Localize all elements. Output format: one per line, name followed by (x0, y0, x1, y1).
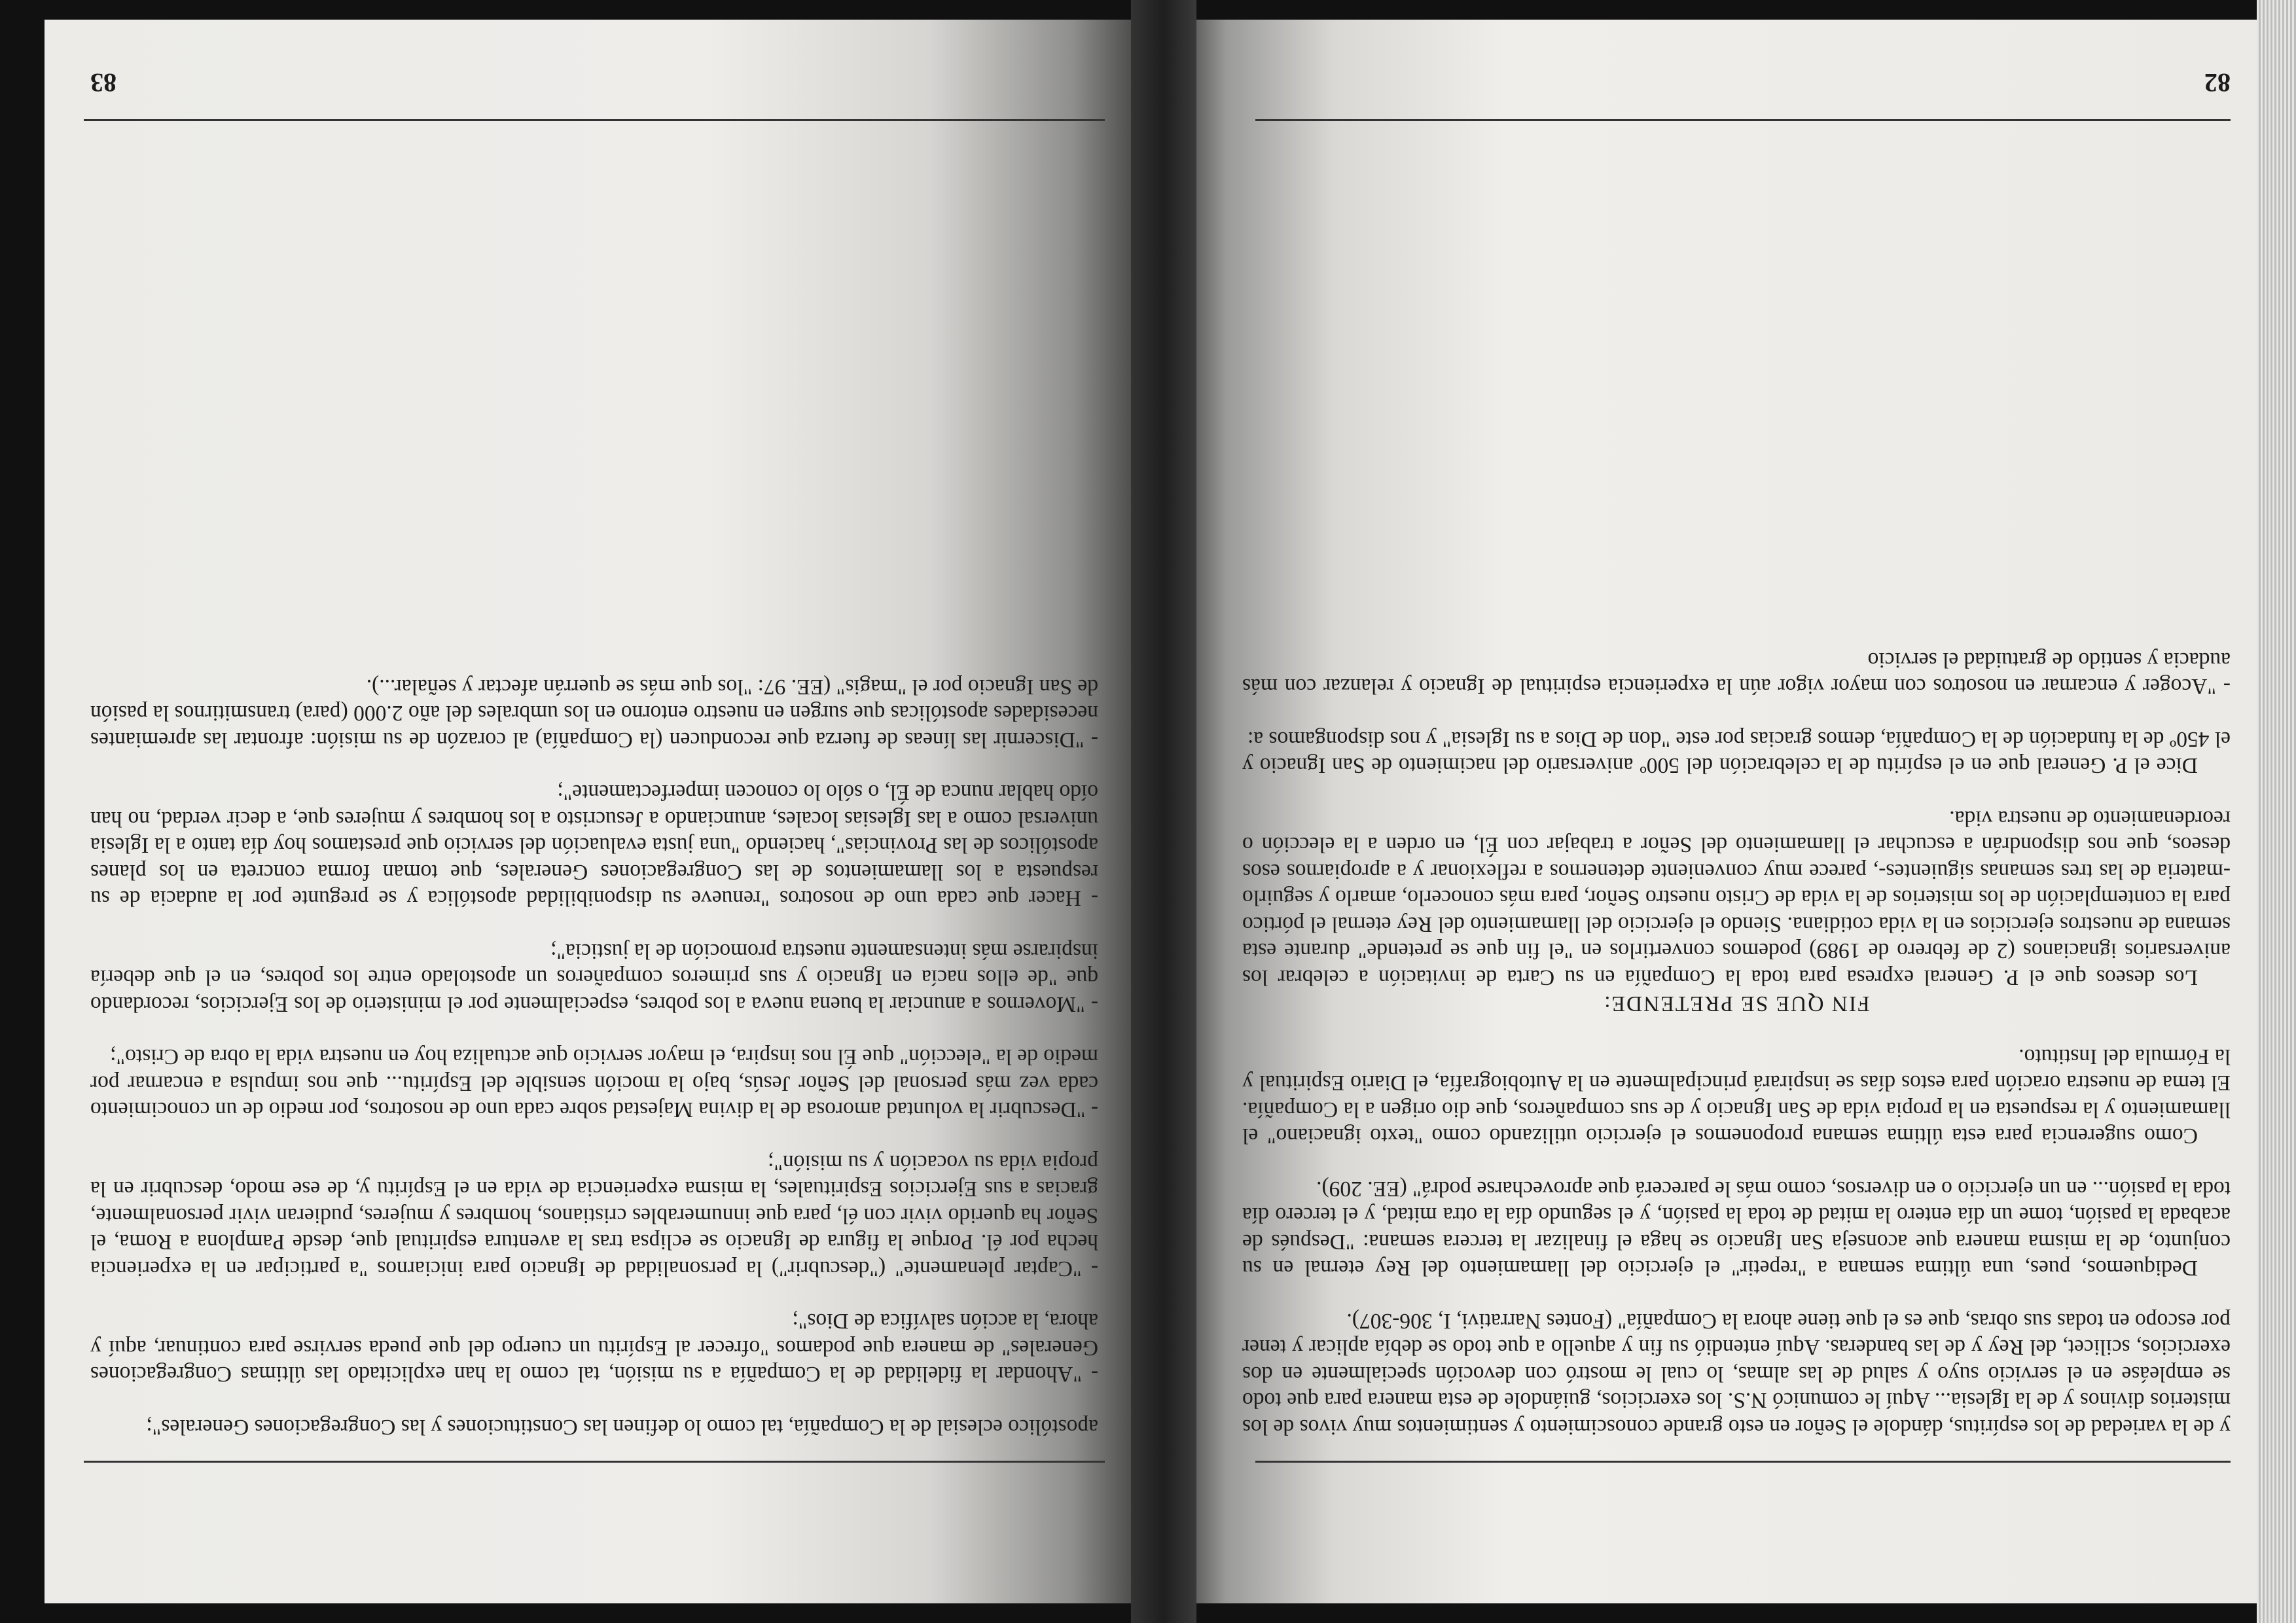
paragraph: Dice el P. General que en el espíritu de la celebración del 500º aniversario del nacimiento de San Ignacio y el 450º de la fundación de la Compañía, demos gracias por este "don de Dios a su Iglesia" y nos dispongamos a: (1242, 727, 2231, 778)
book-gutter (1131, 0, 1196, 1623)
page-number: 83 (90, 68, 117, 98)
list-item: - "Movernos a anunciar la buena nueva a los pobres, especialmente por el ministerio de los Ejercicios, recordando que "de ellos nacía en Ignacio y sus primeros compañeros un apostolado entre los pobres, en el que debería inspirarse más intensamente nuestra promoción de la justicia"; (90, 939, 1098, 1016)
footer-rule (1255, 119, 2231, 121)
header-rule (1255, 1461, 2231, 1463)
list-item: - "Descubrir la voluntad amorosa de la divina Majestad sobre cada uno de nosotros, por medio de un conocimiento cada vez más personal del Señor Jesús, bajo la moción sensible del Espíritu... que nos impulsa a encarnar por medio de la "elección" que Él nos inspira, el mayor servicio que actualiza hoy en nuestra vida la obra de Cristo"; (90, 1044, 1098, 1122)
page-83-body (90, 673, 1098, 1440)
page-82 (1183, 20, 2257, 1603)
page-edges (2257, 0, 2296, 1623)
paragraph: Dediquemos, pues, una última semana a "repetir" el ejercicio del llamamiento del Rey eternal en su conjunto, de la misma manera que aconseja San Ignacio se haga el finalizar la tercera semana: "Después de acabada la pasión, tome un día entero la mitad de toda la pasión, y el segundo día la otra mitad, y el tercero día toda la pasión... en un ejercicio o en diversos, como más le parecerá que aprovecharse podrá" (EE. 209). (1242, 1177, 2231, 1281)
paragraph: y de la variedad de los espíritus, dándole el Señor en esto grande conoscimiento y sentimientos muy vivos de los misterios divinos y de la Iglesia... Aquí le comunicó N.S. los exercicios, guiándole de esta manera para que todo se empleáse en el servicio suyo y salud de las almas, lo cual le mostró con devoción specialmente en dos exercicios, scilicet, del Rey y de las banderas. Aquí entendió su fin y aquello a que todo se debía aplicar y tener por escopo en todas sus obras, que es el que tiene ahora la Compañía" (Fontes Narrativi, I, 306-307). (1242, 1309, 2231, 1439)
page-82-body (1242, 647, 2231, 1440)
list-item: - "Captar plenamente" ("descubrir") la personalidad de Ignacio para iniciarnos "a participar en la experiencia hecha por él. Porque la figura de Ignacio se eclipsa tras la aventura espiritual que, desde Pamplona a Roma, el Señor ha querido vivir con él, para que innumerables cristianos, hombres y mujeres, pudieran vivir personalmente, gracias a sus Ejercicios Espirituales, la misma experiencia de vida en el Espíritu y, de ese modo, descubrir en la propia vida su vocación y su misión"; (90, 1150, 1098, 1281)
list-item: - "Ahondar la fidelidad de la Compañía a su misión, tal como la han explicitado las últimas Congregaciones Generales" de manera que podamos "ofrecer al Espíritu un cuerpo del que pueda servirse para continuar, aquí y ahora, la acción salvífica de Dios"; (90, 1309, 1098, 1387)
list-item: - "Discernir las líneas de fuerza que reconducen (la Compañía) al corazón de su misión: afrontar las apremiantes necesidades apostólicas que surgen en nuestro entorno en los umbrales del año 2.000 (para) transmitirnos la pasión de San Ignacio por el "magis" (EE. 97: "los que más se querrán afectar y señalar...). (90, 675, 1098, 752)
list-item: - "Acoger y encarnar en nosotros con mayor vigor aún la experiencia espiritual de Ignacio y relanzar con más audacia y sentido de gratuidad el servicio (1242, 648, 2231, 699)
paragraph: Como sugerencia para esta última semana proponemos el ejercicio utilizando como "texto ignaciano" el llamamiento y la respuesta en la propia vida de San Ignacio y de sus compañeros, que dio origen a la Compañía. El tema de nuestra oración para estos días se inspirará principalmente en la Autobiografía, el Diario Espiritual y la Fórmula del Instituto. (1242, 1044, 2231, 1149)
list-item: - Hacer que cada uno de nosotros "renueve su disponibilidad apostólica y se pregunte por la audacia de su respuesta a los llamamientos de las Congregaciones Generales, que toman forma concreta en los planes apostólicos de las Provincias", haciendo "una justa evaluación del servicio que prestamos hoy día tanto a la Iglesia universal como a las Iglesias locales, anunciando a Jesucristo a los hombres y mujeres que, a decir verdad, no han oído hablar nunca de Él, o sólo lo conocen imperfectamente"; (90, 780, 1098, 911)
section-heading: FIN QUE SE PRETENDE: (1603, 991, 1870, 1016)
paragraph: apostólico eclesial de la Compañía, tal como lo definen las Constituciones y las Congregaciones Generales"; (146, 1415, 1098, 1439)
footer-rule (84, 119, 1105, 121)
paragraph: Los deseos que el P. General expresa para toda la Compañía en su Carta de invitación a celebrar los aniversarios ignacianos (2 de febrero de 1989) podemos convertirlos en "el fin que se pretende" durante esta semana de nuestros ejercicios en la vida cotidiana. Siendo el ejercicio del llamamiento del Rey eternal el pórtico para la contemplación de los misterios de la vida de Cristo nuestro Señor, para más conocerlo, amarlo y seguirlo -materia de las tres semanas siguientes-, parece muy conveniente detenernos a reflexionar y a apropiarnos esos deseos, que nos dispondrán a escuchar el llamamiento del Señor a trabajar con Él, en orden a la elección o reordenamiento de nuestra vida. (1242, 806, 2231, 990)
page-83 (45, 20, 1151, 1603)
page-number: 82 (2204, 68, 2231, 98)
header-rule (84, 1461, 1105, 1463)
